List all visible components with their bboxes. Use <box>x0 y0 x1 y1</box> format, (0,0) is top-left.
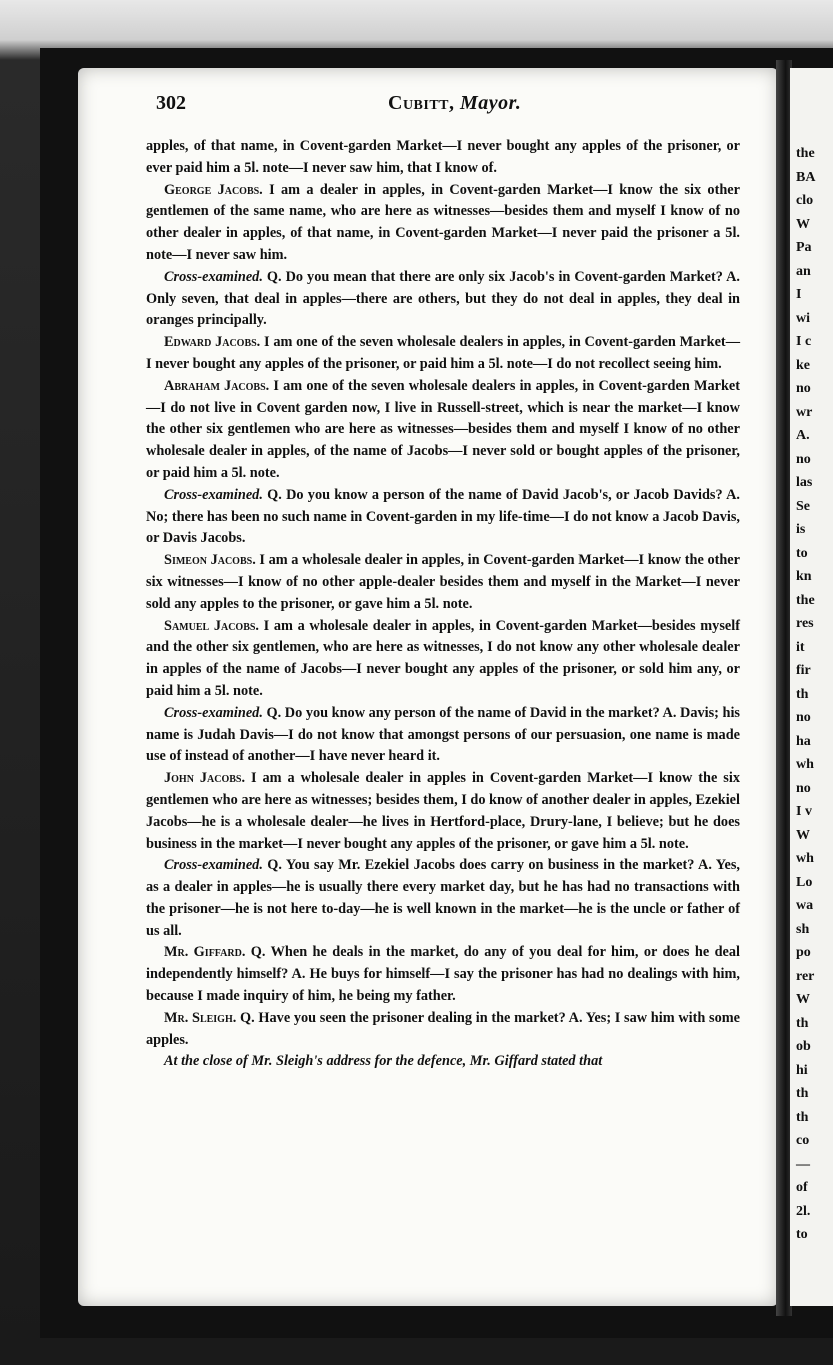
speaker-name: Abraham Jacobs. <box>164 377 270 394</box>
speaker-name: John Jacobs. <box>164 770 246 787</box>
right-page-fragment: W <box>796 216 810 232</box>
cross-examined-label: Cross-examined. <box>164 704 263 721</box>
right-page-fragment: — <box>796 1156 810 1172</box>
cross-examined-label: Cross-examined. <box>164 486 263 503</box>
running-head <box>388 92 521 115</box>
closing-note: At the close of Mr. Sleigh's address for the defence, Mr. Giffard stated that <box>164 1053 603 1070</box>
paragraph-text: Q. You say Mr. Ezekiel Jacobs does carry on business in the market? A. Yes, as a dealer in apples—he is usually there every market day, but he has had no transactions with the prisoner—he is not here to-day—he is well known in the market—he is the uncle or father of us all. <box>146 857 740 939</box>
right-page-fragment: BA <box>796 169 816 185</box>
right-page-fragment: ha <box>796 733 811 749</box>
right-page-fragment: Pa <box>796 240 812 255</box>
right-page-fragment: wh <box>796 757 814 772</box>
right-page-fragment: ob <box>796 1039 811 1054</box>
right-page-fragment: W <box>796 827 810 843</box>
running-head-name: Cubitt, <box>388 92 455 114</box>
paragraph <box>146 768 740 855</box>
right-page-fragment: wa <box>796 898 814 913</box>
paragraph <box>146 855 740 942</box>
paragraph <box>146 267 740 332</box>
right-page-fragment: the <box>796 146 815 161</box>
right-page-fragment: to <box>796 545 808 561</box>
paragraph <box>146 180 740 267</box>
right-page-fragment: I <box>796 287 802 302</box>
right-page-fragment: th <box>796 1015 809 1031</box>
page-number: 302 <box>156 92 186 114</box>
right-page-fragment: no <box>796 780 811 796</box>
right-page-fragment: to <box>796 1227 808 1242</box>
paragraph <box>146 703 740 768</box>
paragraph <box>146 1008 740 1052</box>
right-page-fragment: the <box>796 592 815 608</box>
paragraph-text: I am a wholesale dealer in apples in Covent-garden Market—I know the six gentlemen who are here as witnesses; besides them, I do know of another dealer in apples, Ezekiel Jacobs—he is a wholesale dealer—he lives in Hertford-place, Drury-lane, I believe; but he does business in the market—I never bought any apples of the prisoner, or gave him a 5l. note. <box>146 770 740 852</box>
right-page-fragment: Lo <box>796 874 813 890</box>
right-page-fragment: fir <box>796 663 811 678</box>
right-page-fragment: las <box>796 475 813 490</box>
running-head-title: Mayor. <box>460 92 522 114</box>
paragraph <box>146 550 740 615</box>
paragraph-text: Q. When he deals in the market, do any of you deal for him, or does he deal independently himself? A. He buys for himself—I say the prisoner has had no dealings with him, because I made inquiry of him, he being my father. <box>146 944 740 1005</box>
right-page-fragment: res <box>796 616 814 631</box>
paragraph <box>146 376 740 485</box>
paragraph-text: apples, of that name, in Covent-garden Market—I never bought any apples of the prisoner, or ever paid him a 5l. note—I never saw him, that I know of. <box>146 138 740 176</box>
paragraph-text: I am a wholesale dealer in apples, in Covent-garden Market—I know the other six witnesses—I know of no other apple-dealer besides them and myself in the Market—I never sold any apples to the prisoner, or gave him a 5l. note. <box>146 552 740 612</box>
right-page-fragment: I v <box>796 804 812 819</box>
paragraph <box>146 485 740 550</box>
right-page-fragment: th <box>796 1086 809 1101</box>
right-page-fragment: wr <box>796 404 813 420</box>
right-page-fragment: sh <box>796 921 810 937</box>
right-page-fragment: no <box>796 381 811 396</box>
right-page-fragment: an <box>796 263 811 279</box>
paragraph-text: Q. Do you know a person of the name of David Jacob's, or Jacob Davids? A. No; there has been no such name in Covent-garden in my life-time—I do not know a Jacob Davis, or Davis Jacobs. <box>146 486 740 547</box>
right-page-fragment: th <box>796 686 809 702</box>
right-page-fragment: kn <box>796 569 812 584</box>
paragraph <box>146 616 740 703</box>
paragraph-text: Q. Do you know any person of the name of David in the market? A. Davis; his name is Judah Davis—I do not know that amongst persons of our persuasion, one name is made use of instead of another—I have never heard it. <box>146 704 740 765</box>
right-page-fragment: of <box>796 1180 808 1195</box>
speaker-name: Edward Jacobs. <box>164 334 261 351</box>
page-body <box>146 136 740 1073</box>
right-page-fragment: I c <box>796 334 812 349</box>
cross-examined-label: Cross-examined. <box>164 857 263 874</box>
right-page-fragment: no <box>796 710 811 725</box>
right-page-fragment: wh <box>796 851 814 866</box>
right-page-fragment: Se <box>796 498 810 514</box>
speaker-name: Samuel Jacobs. <box>164 617 259 634</box>
paragraph-text: I am one of the seven wholesale dealers in apples, in Covent-garden Market—I do not live in Covent garden now, I live in Russell-street, which is near the market—I know the other six gentlemen who are here as witnesses—besides them and myself I know of no other wholesale dealer in apples, of the name of Jacobs—I never sold or bought apples of the prisoner, or paid him a 5l. note. <box>146 377 740 481</box>
right-page-fragment: po <box>796 945 811 960</box>
speaker-name: Simeon Jacobs. <box>164 552 256 569</box>
right-page-fragment: clo <box>796 193 814 208</box>
right-page-fragment: ke <box>796 357 810 373</box>
paragraph-text: I am one of the seven wholesale dealers in apples, in Covent-garden Market—I never bought any apples of the prisoner, or paid him a 5l. note—I do not recollect seeing him. <box>146 334 740 372</box>
paragraph <box>146 136 740 180</box>
cross-examined-label: Cross-examined. <box>164 268 263 285</box>
speaker-name: Mr. Giffard. <box>164 944 246 961</box>
right-page-fragment: wi <box>796 310 810 326</box>
paragraph-text: I am a dealer in apples, in Covent-garden Market—I know the six other gentlemen of the same name, who are here as witnesses—besides them and myself I know of no other dealer in apples, of that name, in Covent-garden Market—I never paid the prisoner a 5l. note—I never saw him. <box>146 181 740 263</box>
speaker-name: Mr. Sleigh. <box>164 1009 237 1026</box>
paragraph-text: Q. Do you mean that there are only six Jacob's in Covent-garden Market? A. Only seven, that deal in apples—there are others, but they do not deal in apples, they deal in oranges principally. <box>146 268 740 329</box>
right-page-edge <box>790 68 833 1306</box>
right-page-fragment: A. <box>796 428 810 443</box>
right-page-fragment: rer <box>796 968 815 984</box>
paragraph <box>146 332 740 376</box>
right-page-fragment: co <box>796 1133 810 1148</box>
right-page-fragment: 2l. <box>796 1203 811 1219</box>
paragraph-text: I am a wholesale dealer in apples, in Covent-garden Market—besides myself and the other six gentlemen, who are here as witnesses, I do not know any other wholesale dealer in apples of the name of Jacobs—I never bought any apples of the prisoner, or sold him any, or paid him a 5l. note. <box>146 617 740 699</box>
paragraph <box>146 1051 740 1073</box>
right-page-fragment: no <box>796 451 811 467</box>
page-header <box>156 92 716 120</box>
right-page-fragment: hi <box>796 1062 808 1078</box>
right-page-fragment: th <box>796 1109 809 1125</box>
paragraph-text: Q. Have you seen the prisoner dealing in the market? A. Yes; I saw him with some apples. <box>146 1009 740 1048</box>
paragraph <box>146 942 740 1007</box>
right-page-fragment: is <box>796 522 806 537</box>
right-page-fragment: it <box>796 639 805 655</box>
speaker-name: George Jacobs. <box>164 181 263 198</box>
right-page-fragment: W <box>796 992 810 1007</box>
